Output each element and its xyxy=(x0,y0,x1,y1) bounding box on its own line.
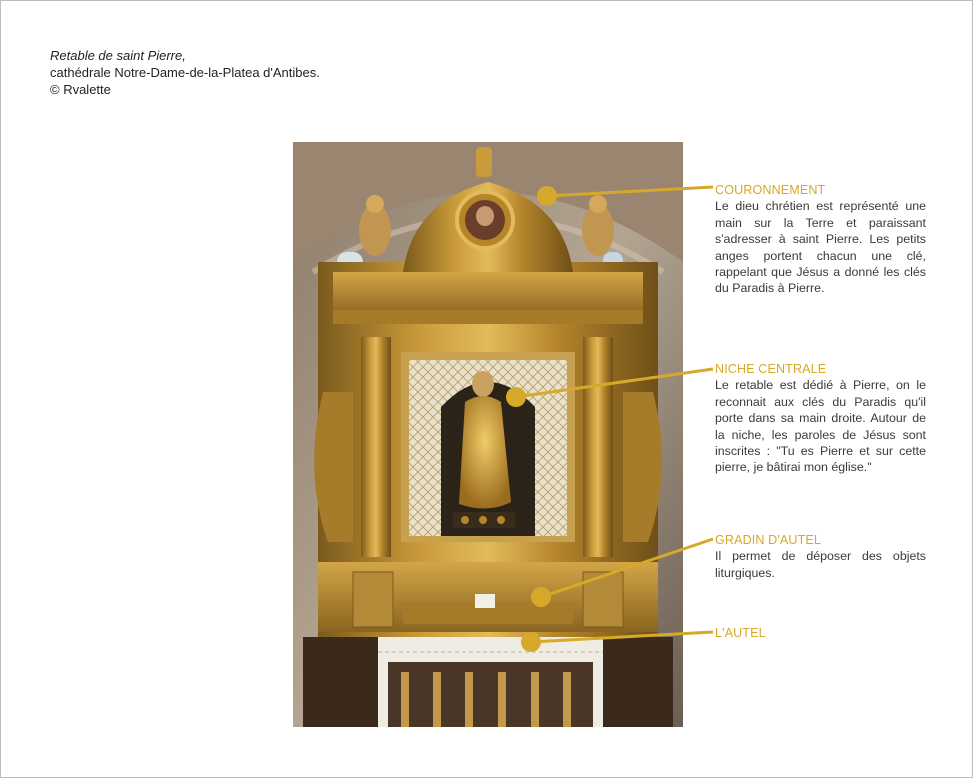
altarpiece-illustration xyxy=(293,142,683,727)
caption-title: Retable de saint Pierre, xyxy=(50,48,186,63)
annotation-heading: L'AUTEL xyxy=(715,626,766,640)
annotation-text: Le dieu chrétien est représenté une main sur la Terre et paraissant s'adresser à saint Pierre. Les petits anges portent chacun une clé, rappelant que Jésus a donné les clés du Paradis à Pierre. xyxy=(715,199,926,296)
altarpiece-photo xyxy=(293,142,683,727)
annotation-heading: COURONNEMENT xyxy=(715,183,826,197)
photo-caption xyxy=(50,47,320,98)
annotation-gradin-autel xyxy=(715,532,926,581)
annotation-heading: NICHE CENTRALE xyxy=(715,362,827,376)
annotation-niche-centrale xyxy=(715,361,926,476)
annotation-autel xyxy=(715,625,926,641)
caption-location: cathédrale Notre-Dame-de-la-Platea d'Antibes. xyxy=(50,65,320,80)
annotation-couronnement xyxy=(715,182,926,297)
annotation-heading: GRADIN D'AUTEL xyxy=(715,533,821,547)
caption-credit: © Rvalette xyxy=(50,82,111,97)
annotation-text: Le retable est dédié à Pierre, on le reconnait aux clés du Paradis qu'il porte dans sa main droite. Autour de la niche, les paroles de Jésus sont inscrites : "Tu es Pierre et sur cette pierre, je bâtirai mon église." xyxy=(715,378,926,475)
annotation-text: Il permet de déposer des objets liturgiques. xyxy=(715,549,926,580)
